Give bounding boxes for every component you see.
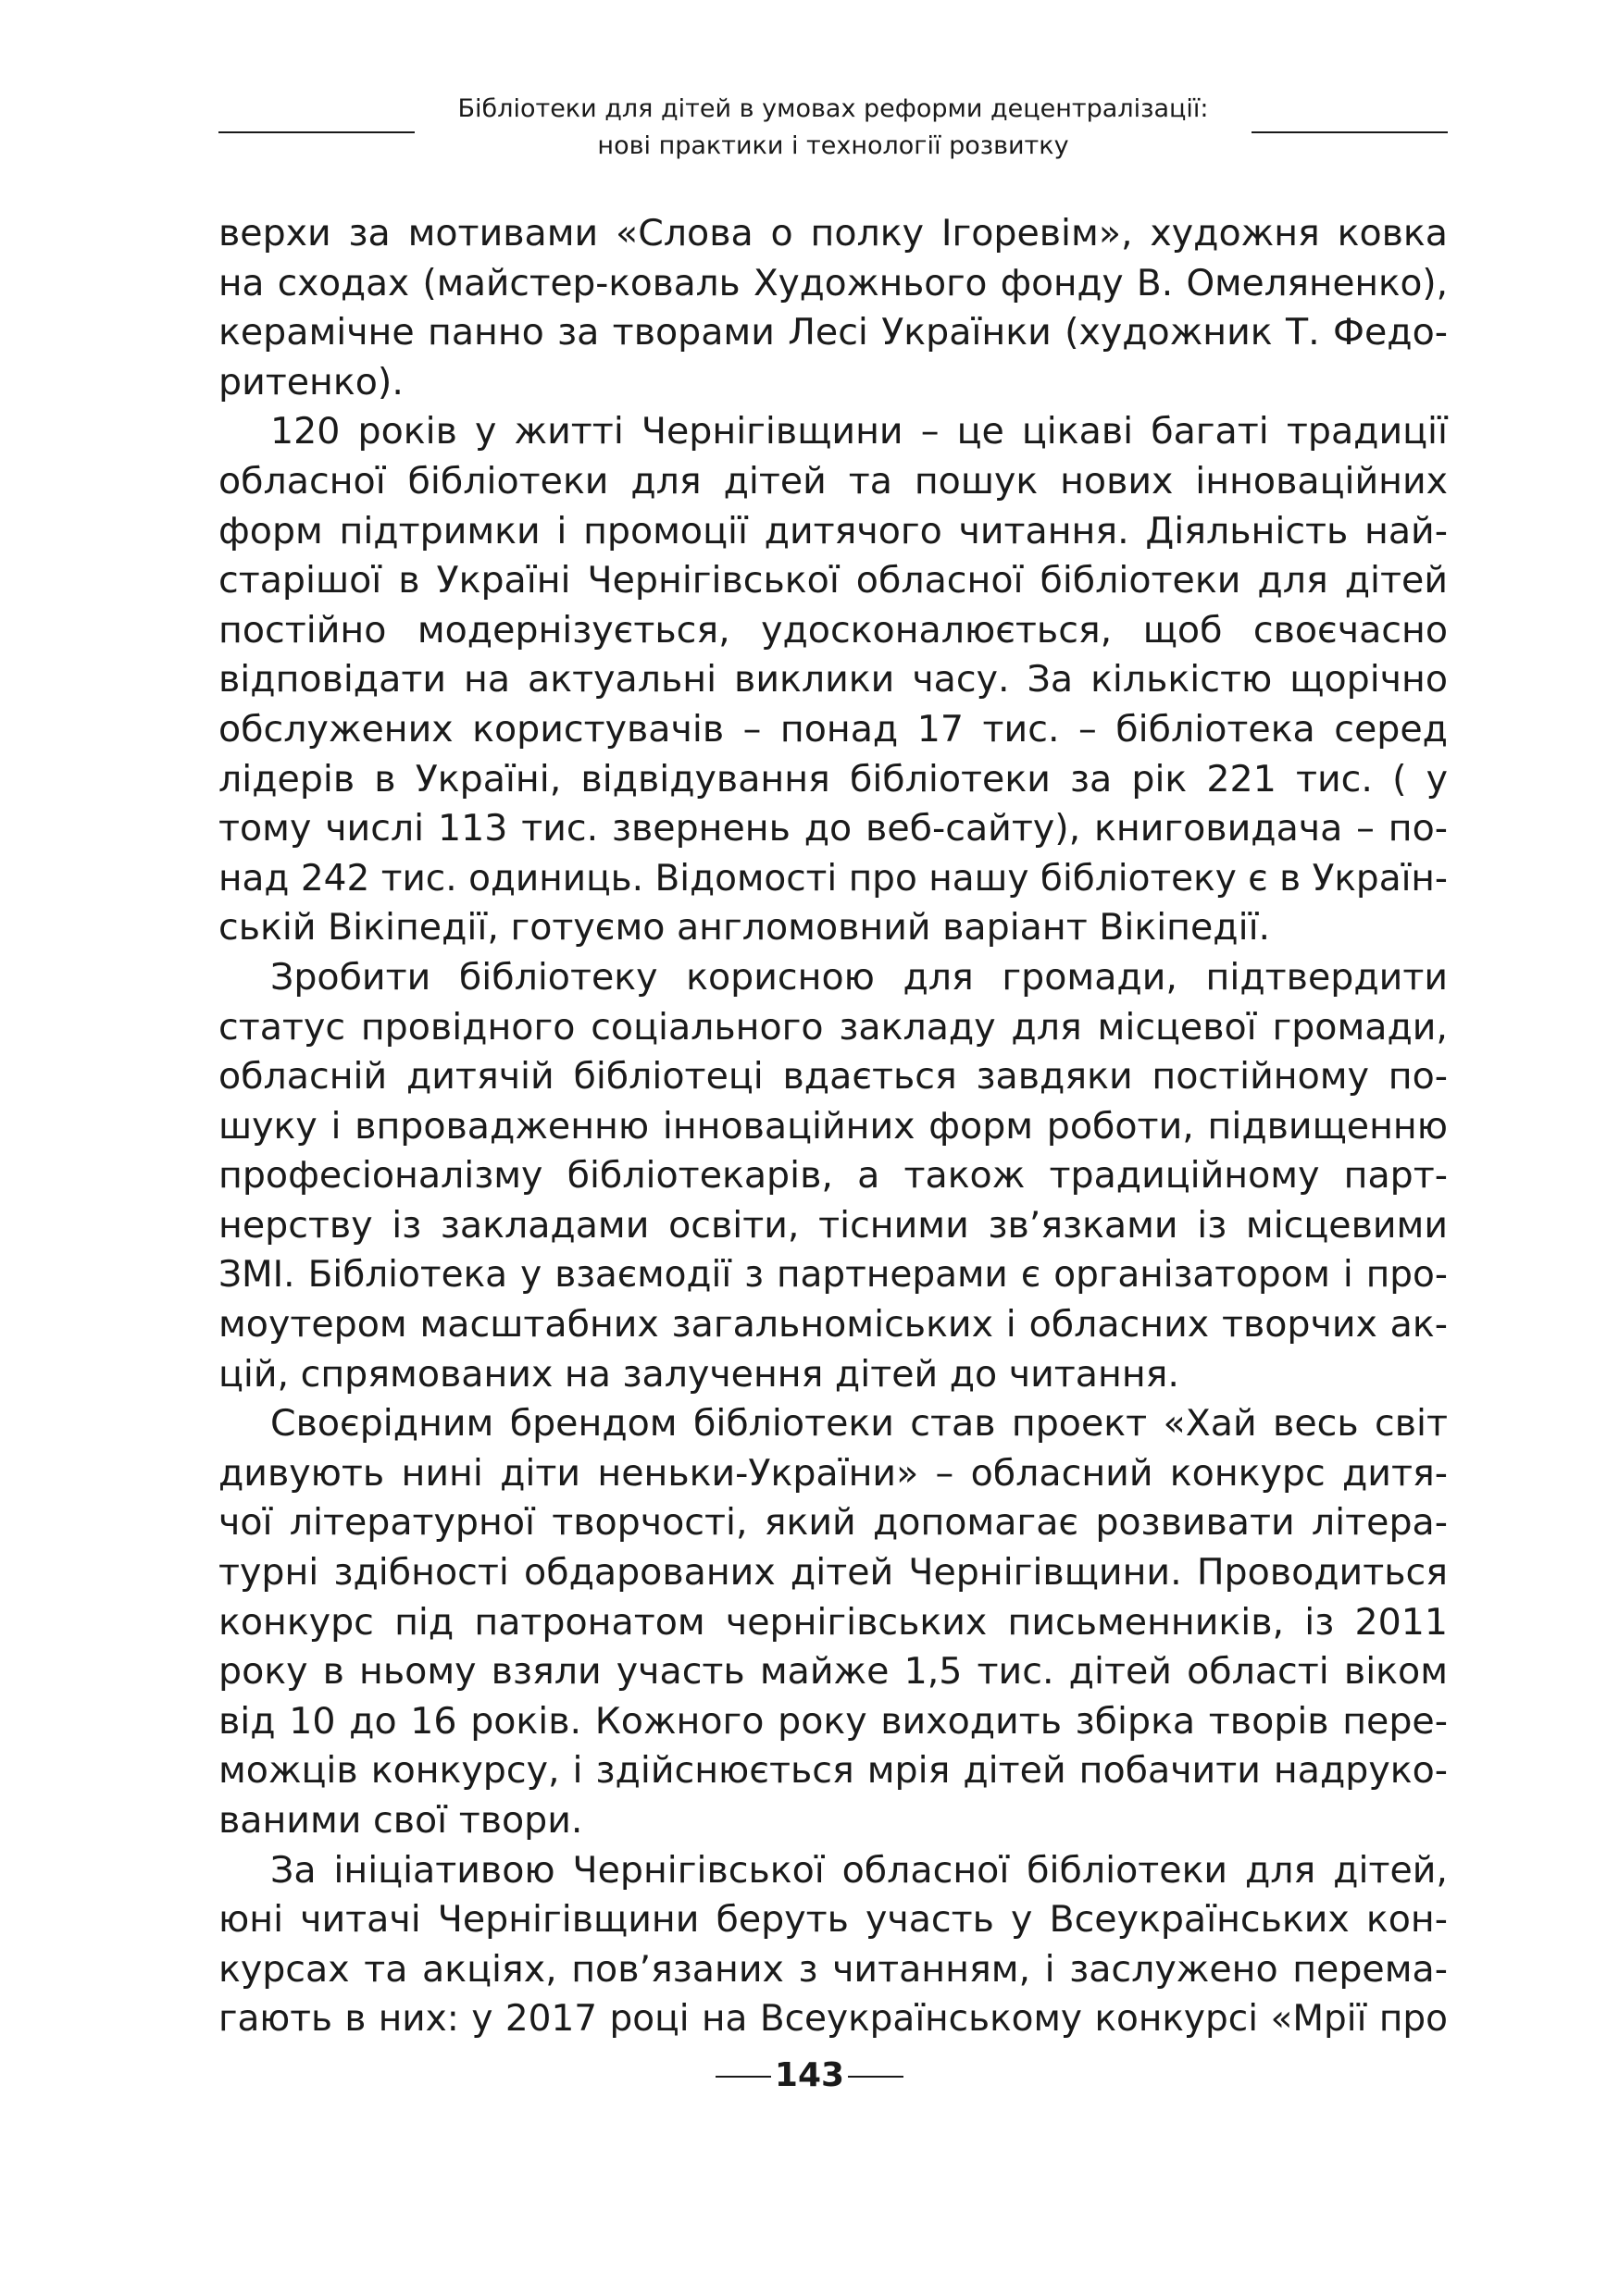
text-line: гають в них: у 2017 році на Всеукраїнському конкурсі «Мрії про [218, 1998, 1448, 2041]
text-line: ритенко). [218, 360, 404, 403]
text-line: обслужених користувачів – понад 17 тис. – бібліотека серед [218, 707, 1448, 751]
text-line: цій, спрямованих на залучення дітей до читання. [218, 1352, 1179, 1396]
page-footer [0, 2053, 1619, 2099]
text-line: чої літературної творчості, який допомагає розвивати літера- [218, 1501, 1448, 1545]
running-header [218, 89, 1448, 172]
text-line: старішої в Україні Чернігівської обласної бібліотеки для дітей [218, 559, 1448, 602]
text-line: 120 років у житті Чернігівщини – це цікаві багаті традиції [270, 410, 1448, 453]
text-line: шуку і впровадженню інноваційних форм роботи, підвищенню [218, 1104, 1448, 1148]
header-title [424, 91, 1242, 165]
text-line: курсах та акціях, пов’язаних з читанням, і заслужено перема- [218, 1947, 1448, 1991]
text-line: професіоналізму бібліотекарів, а також традиційному парт- [218, 1154, 1448, 1198]
text-line: конкурс під патронатом чернігівських письменників, із 2011 [218, 1600, 1448, 1644]
text-line: моутером масштабних загальноміських і обласних творчих ак- [218, 1303, 1448, 1347]
header-rule-left [218, 131, 415, 133]
text-line: юні читачі Чернігівщини беруть участь у Всеукраїнських кон- [218, 1898, 1448, 1942]
text-line: нерству із закладами освіти, тісними зв’язками із місцевими [218, 1203, 1448, 1247]
text-line: ЗМІ. Бібліотека у взаємодії з партнерами є організатором і про- [218, 1254, 1448, 1297]
text-line: тому числі 113 тис. звернень до веб-сайту), книговидача – по- [218, 807, 1448, 850]
text-line: на сходах (майстер-коваль Художнього фонду В. Омеляненко), [218, 262, 1448, 304]
header-title-line-2: нові практики і технології розвитку [597, 131, 1069, 160]
text-line: обласній дитячій бібліотеці вдається завдяки постійному по- [218, 1055, 1448, 1098]
text-line: над 242 тис. одиниць. Відомості про нашу бібліотеку є в Україн- [218, 857, 1448, 900]
text-line: ській Вікіпедії, готуємо англомовний варіант Вікіпедії. [218, 906, 1271, 949]
text-line: ваними свої твори. [218, 1799, 583, 1842]
text-line: року в ньому взяли участь майже 1,5 тис. дітей області віком [218, 1650, 1448, 1694]
text-line: Своєрідним брендом бібліотеки став проект «Хай весь світ [270, 1402, 1448, 1446]
text-line: Зробити бібліотеку корисною для громади, підтвердити [270, 955, 1448, 999]
text-line: статус провідного соціального закладу для місцевої громади, [218, 1005, 1448, 1049]
body-text [218, 209, 1448, 2044]
text-line: постійно модернізується, удосконалюється, щоб своєчасно [218, 608, 1448, 652]
text-line: від 10 до 16 років. Кожного року виходить збірка творів пере- [218, 1699, 1448, 1743]
page-number: 143 [774, 2056, 845, 2094]
text-line: турні здібності обдарованих дітей Чернігівщини. Проводиться [218, 1551, 1448, 1595]
header-title-line-1: Бібліотеки для дітей в умовах реформи децентралізації: [457, 94, 1209, 123]
text-line: відповідати на актуальні виклики часу. За кількістю щорічно [218, 658, 1448, 701]
text-line: керамічне панно за творами Лесі Українки (художник Т. Федо- [218, 311, 1448, 354]
text-line: можців конкурсу, і здійснюється мрія дітей побачити надруко- [218, 1749, 1448, 1793]
text-line: верхи за мотивами «Слова о полку Ігоревім», художня ковка [218, 212, 1448, 254]
text-line: За ініціативою Чернігівської обласної бібліотеки для дітей, [270, 1848, 1448, 1892]
text-line: дивують нині діти неньки-України» – обласний конкурс дитя- [218, 1451, 1448, 1495]
footer-rule-right [848, 2076, 903, 2078]
header-rule-right [1252, 131, 1448, 133]
text-line: обласної бібліотеки для дітей та пошук нових інноваційних [218, 459, 1448, 503]
text-line: лідерів в Україні, відвідування бібліотеки за рік 221 тис. ( у [218, 757, 1448, 800]
text-line: форм підтримки і промоції дитячого читання. Діяльність най- [218, 509, 1448, 552]
footer-rule-left [716, 2076, 771, 2078]
